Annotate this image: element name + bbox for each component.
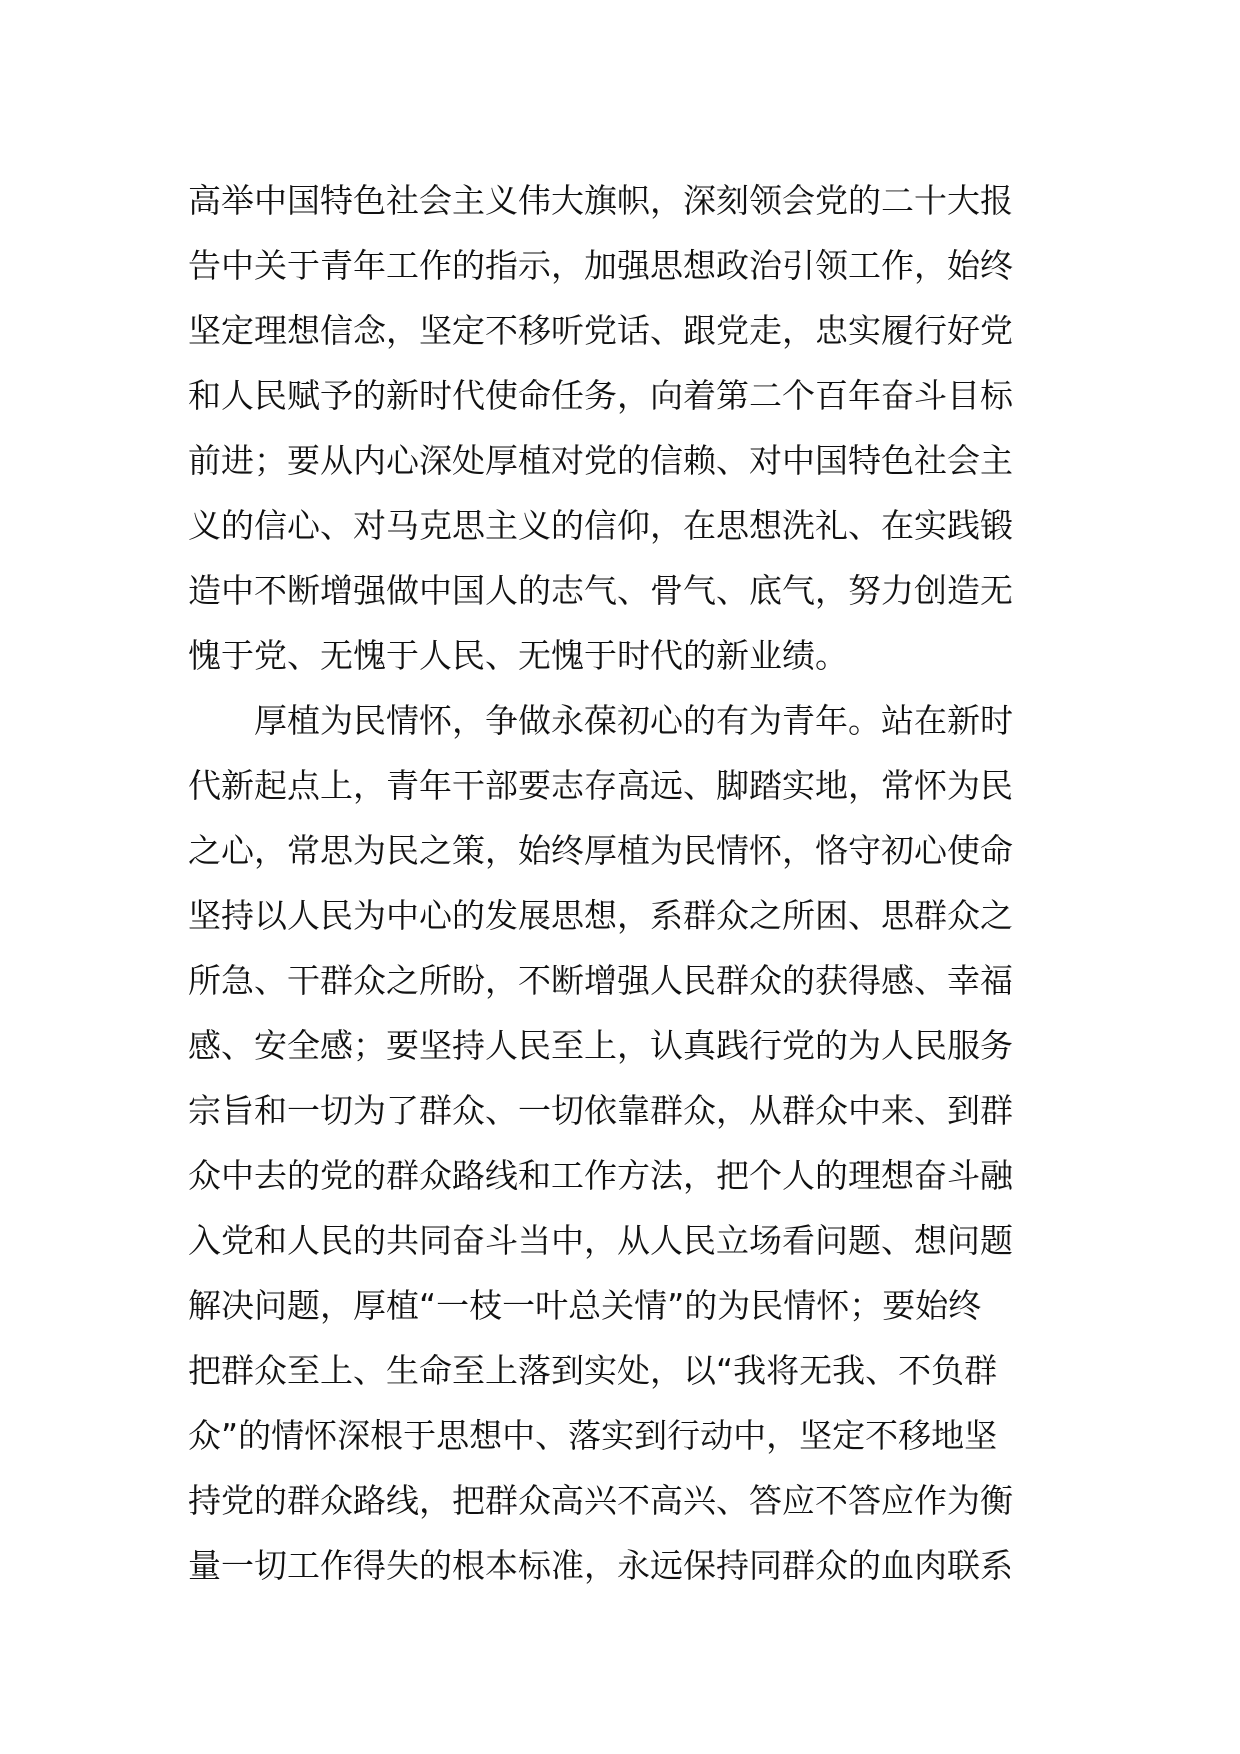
text-line: 众中去的党的群众路线和工作方法，把个人的理想奋斗融 (188, 1156, 1013, 1195)
text-line: 众”的情怀深根于思想中、落实到行动中，坚定不移地坚 (188, 1416, 998, 1455)
text-line: 持党的群众路线，把群众高兴不高兴、答应不答应作为衡 (188, 1481, 1013, 1520)
text-line: 坚定理想信念，坚定不移听党话、跟党走，忠实履行好党 (188, 311, 1013, 350)
text-line: 和人民赋予的新时代使命任务，向着第二个百年奋斗目标 (188, 376, 1013, 415)
text-line: 愧于党、无愧于人民、无愧于时代的新业绩。 (188, 636, 848, 675)
text-line: 所急、干群众之所盼，不断增强人民群众的获得感、幸福 (188, 961, 1013, 1000)
text-line: 高举中国特色社会主义伟大旗帜，深刻领会党的二十大报 (188, 181, 1013, 220)
text-line: 造中不断增强做中国人的志气、骨气、底气，努力创造无 (188, 571, 1013, 610)
text-line: 义的信心、对马克思主义的信仰，在思想洗礼、在实践锻 (188, 506, 1013, 545)
body-text (188, 168, 1058, 1598)
text-line: 解决问题，厚植“一枝一叶总关情”的为民情怀；要始终 (188, 1286, 982, 1325)
text-line: 之心，常思为民之策，始终厚植为民情怀，恪守初心使命 (188, 831, 1013, 870)
text-line: 把群众至上、生命至上落到实处，以“我将无我、不负群 (188, 1351, 998, 1390)
text-line: 代新起点上，青年干部要志存高远、脚踏实地，常怀为民 (188, 766, 1013, 805)
text-line: 前进；要从内心深处厚植对党的信赖、对中国特色社会主 (188, 441, 1013, 480)
paragraph-first-line: 厚植为民情怀，争做永葆初心的有为青年。站在新时 (254, 701, 1013, 740)
text-line: 宗旨和一切为了群众、一切依靠群众，从群众中来、到群 (188, 1091, 1013, 1130)
text-line: 入党和人民的共同奋斗当中，从人民立场看问题、想问题 (188, 1221, 1013, 1260)
text-line: 坚持以人民为中心的发展思想，系群众之所困、思群众之 (188, 896, 1013, 935)
text-line: 告中关于青年工作的指示，加强思想政治引领工作，始终 (188, 246, 1013, 285)
text-line: 量一切工作得失的根本标准，永远保持同群众的血肉联系 (188, 1546, 1013, 1585)
text-line: 感、安全感；要坚持人民至上，认真践行党的为人民服务 (188, 1026, 1013, 1065)
